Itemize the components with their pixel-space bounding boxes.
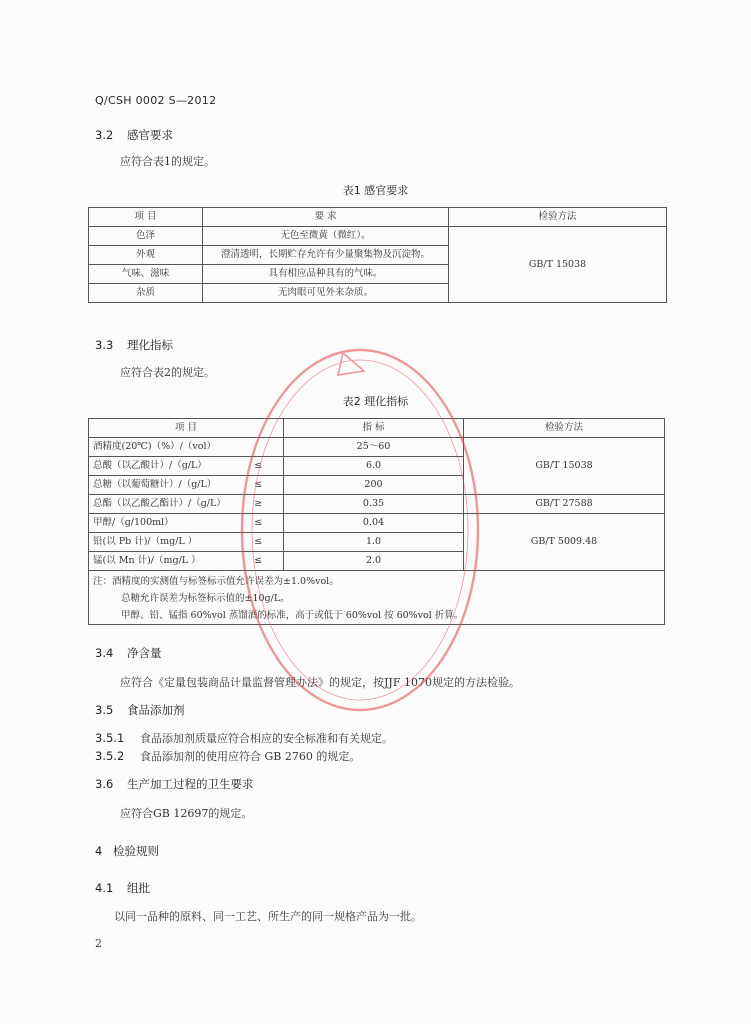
header-cell: 指 标 bbox=[284, 419, 464, 438]
section-number: 3.4 bbox=[95, 646, 114, 660]
header-cell: 检验方法 bbox=[464, 419, 665, 438]
section-title: 检验规则 bbox=[113, 844, 159, 858]
operator-cell: ≤ bbox=[234, 533, 284, 552]
item-cell: 总酯（以乙酸乙酯计）/（g/L） bbox=[89, 495, 234, 514]
section-title: 净含量 bbox=[127, 646, 162, 660]
requirement-cell: 无肉眼可见外来杂质。 bbox=[203, 284, 449, 303]
table-2-caption: 表2 理化指标 bbox=[342, 395, 409, 408]
method-cell: GB/T 15038 bbox=[464, 438, 665, 495]
operator-cell: ≤ bbox=[234, 552, 284, 571]
clause-text: 食品添加剂的使用应符合 GB 2760 的规定。 bbox=[140, 750, 361, 763]
clause-3-5-1 bbox=[95, 730, 393, 746]
method-cell: GB/T 27588 bbox=[464, 495, 665, 514]
table-1-sensory bbox=[88, 207, 667, 303]
item-cell: 外观 bbox=[89, 246, 203, 265]
item-cell: 甲醇/（g/100ml） bbox=[89, 514, 234, 533]
section-3-2-text: 应符合表1的规定。 bbox=[120, 155, 215, 168]
method-cell: GB/T 15038 bbox=[449, 227, 667, 303]
operator-cell: ≤ bbox=[234, 514, 284, 533]
item-cell: 总酸（以乙酸计）/（g/L） bbox=[89, 457, 234, 476]
value-cell: 200 bbox=[284, 476, 464, 495]
operator-cell: ≤ bbox=[234, 476, 284, 495]
item-cell: 铅(以 Pb 计)/（mg/L ） bbox=[89, 533, 234, 552]
header-cell: 要 求 bbox=[203, 208, 449, 227]
value-cell: 2.0 bbox=[284, 552, 464, 571]
method-cell: GB/T 5009.48 bbox=[464, 514, 665, 571]
note-line: 注：酒精度的实测值与标签标示值允许误差为±1.0%vol。 bbox=[93, 576, 339, 587]
section-number: 3.3 bbox=[95, 338, 114, 352]
section-number: 3.6 bbox=[95, 777, 114, 791]
value-cell: 6.0 bbox=[284, 457, 464, 476]
section-3-2-heading bbox=[95, 127, 173, 143]
section-3-5-heading bbox=[95, 702, 185, 718]
table-row bbox=[89, 438, 665, 457]
item-cell: 总糖（以葡萄糖计）/（g/L） bbox=[89, 476, 234, 495]
item-cell: 酒精度(20℃)（%）/（vol） bbox=[89, 438, 284, 457]
table-row bbox=[89, 227, 667, 246]
header-cell: 项 目 bbox=[89, 419, 284, 438]
section-3-6-heading bbox=[95, 776, 254, 792]
item-cell: 气味、滋味 bbox=[89, 265, 203, 284]
section-number: 4.1 bbox=[95, 881, 114, 895]
section-title: 感官要求 bbox=[127, 128, 173, 142]
section-3-3-heading bbox=[95, 337, 173, 353]
table-header-row bbox=[89, 419, 665, 438]
page-number: 2 bbox=[95, 937, 102, 950]
requirement-cell: 具有相应品种具有的气味。 bbox=[203, 265, 449, 284]
standard-code: Q/CSH 0002 S—2012 bbox=[95, 94, 217, 107]
table-notes-row bbox=[89, 571, 665, 625]
value-cell: 0.35 bbox=[284, 495, 464, 514]
table-1-caption: 表1 感官要求 bbox=[342, 184, 409, 197]
item-cell: 色泽 bbox=[89, 227, 203, 246]
seal-star-icon bbox=[338, 353, 364, 375]
note-line: 甲醇、铅、锰指 60%vol 蒸馏酒的标准，高于或低于 60%vol 按 60%vol 折算。 bbox=[121, 610, 464, 621]
section-3-4-text: 应符合《定量包装商品计量监督管理办法》的规定，按JJF 1070规定的方法检验。 bbox=[120, 676, 520, 689]
section-4-1-heading bbox=[95, 880, 150, 896]
header-cell: 检验方法 bbox=[449, 208, 667, 227]
table-header-row bbox=[89, 208, 667, 227]
table-2-physicochemical bbox=[88, 418, 665, 625]
section-4-1-text: 以同一品种的原料、同一工艺、所生产的同一规格产品为一批。 bbox=[114, 910, 422, 923]
clause-text: 食品添加剂质量应符合相应的安全标准和有关规定。 bbox=[140, 732, 393, 745]
table-notes bbox=[89, 571, 665, 625]
header-cell: 项 目 bbox=[89, 208, 203, 227]
clause-number: 3.5.1 bbox=[95, 731, 125, 745]
value-cell: 1.0 bbox=[284, 533, 464, 552]
section-title: 理化指标 bbox=[127, 338, 173, 352]
section-3-3-text: 应符合表2的规定。 bbox=[120, 366, 215, 379]
table-row bbox=[89, 514, 665, 533]
section-title: 生产加工过程的卫生要求 bbox=[127, 777, 254, 791]
operator-cell: ≥ bbox=[234, 495, 284, 514]
clause-3-5-2 bbox=[95, 748, 360, 764]
section-number: 3.2 bbox=[95, 128, 114, 142]
section-3-6-text: 应符合GB 12697的规定。 bbox=[120, 807, 253, 820]
requirement-cell: 无色至微黄（微红）。 bbox=[203, 227, 449, 246]
operator-cell: ≤ bbox=[234, 457, 284, 476]
section-title: 食品添加剂 bbox=[127, 703, 185, 717]
section-number: 3.5 bbox=[95, 703, 114, 717]
item-cell: 锰(以 Mn 计)/（mg/L ） bbox=[89, 552, 234, 571]
section-title: 组批 bbox=[127, 881, 150, 895]
requirement-cell: 澄清透明，长期贮存允许有少量聚集物及沉淀物。 bbox=[203, 246, 449, 265]
value-cell: 25～60 bbox=[284, 438, 464, 457]
section-4-heading bbox=[95, 843, 159, 859]
value-cell: 0.04 bbox=[284, 514, 464, 533]
note-line: 总糖允许误差为标签标示值的±10g/L。 bbox=[121, 593, 290, 604]
item-cell: 杂质 bbox=[89, 284, 203, 303]
section-3-4-heading bbox=[95, 645, 162, 661]
clause-number: 3.5.2 bbox=[95, 749, 125, 763]
table-row bbox=[89, 495, 665, 514]
section-number: 4 bbox=[95, 844, 103, 858]
